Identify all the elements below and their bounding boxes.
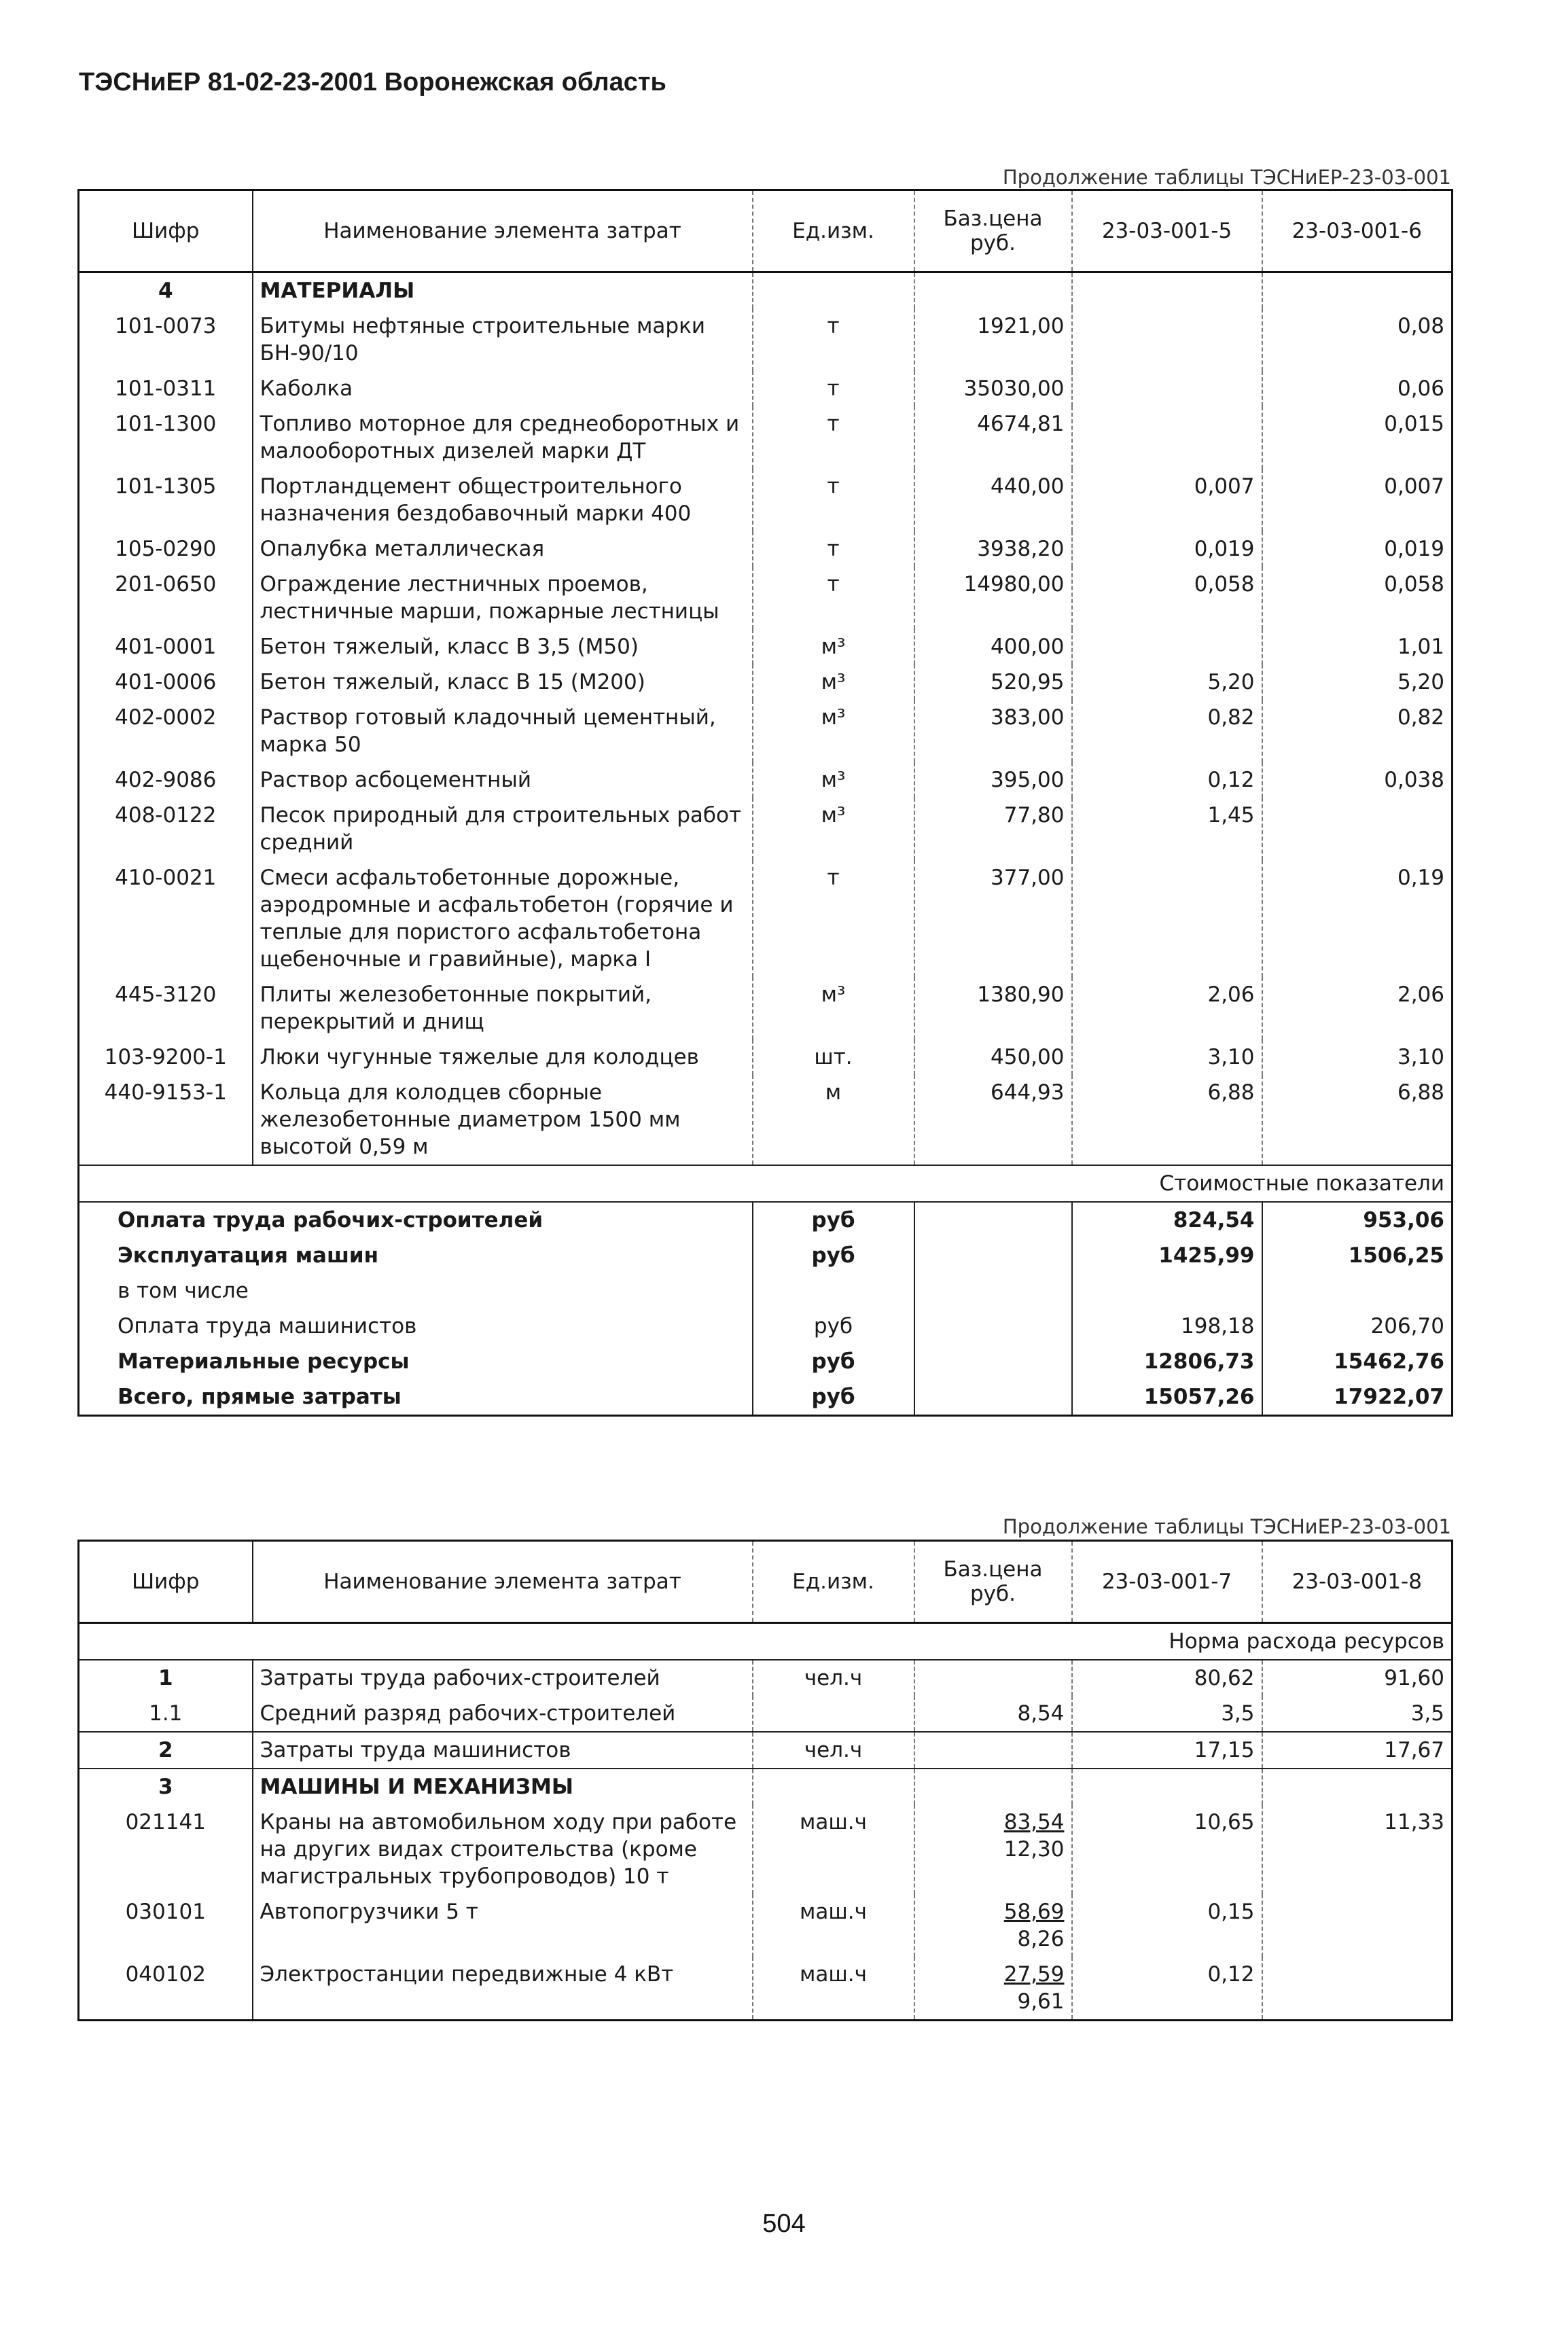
material-norm-6: 0,015 — [1262, 406, 1453, 469]
material-row — [79, 1040, 1453, 1075]
material-price: 395,00 — [914, 762, 1072, 798]
material-row — [79, 860, 1453, 977]
totals-unit: руб — [753, 1202, 914, 1238]
resource-norm-8 — [1262, 1894, 1453, 1957]
material-norm-5: 0,12 — [1072, 762, 1262, 798]
material-norm-6: 5,20 — [1262, 664, 1453, 700]
material-norm-5: 0,82 — [1072, 700, 1262, 762]
material-norm-6: 0,08 — [1262, 308, 1453, 371]
material-row — [79, 700, 1453, 762]
resource-name: Затраты труда рабочих-строителей — [253, 1660, 753, 1696]
material-name: Каболка — [253, 371, 753, 406]
totals-value-5: 15057,26 — [1072, 1379, 1262, 1416]
material-name: Люки чугунные тяжелые для колодцев — [253, 1040, 753, 1075]
material-norm-6: 0,007 — [1262, 469, 1453, 531]
totals-empty — [914, 1379, 1072, 1416]
material-price: 1921,00 — [914, 308, 1072, 371]
totals-label: Эксплуатация машин — [79, 1238, 753, 1273]
resource-name: Электростанции передвижные 4 кВт — [253, 1957, 753, 2021]
totals-unit: руб — [753, 1379, 914, 1416]
material-code: 410-0021 — [79, 860, 253, 977]
material-row — [79, 798, 1453, 860]
totals-label: в том числе — [79, 1273, 753, 1309]
material-price: 383,00 — [914, 700, 1072, 762]
material-unit: т — [753, 531, 914, 567]
resource-norm-8: 91,60 — [1262, 1660, 1453, 1696]
material-code: 101-1300 — [79, 406, 253, 469]
material-unit: м³ — [753, 629, 914, 664]
resource-norm-7: 80,62 — [1072, 1660, 1262, 1696]
table2-header-row — [79, 1541, 1453, 1623]
material-unit: т — [753, 371, 914, 406]
material-norm-6: 0,06 — [1262, 371, 1453, 406]
material-code: 201-0650 — [79, 567, 253, 629]
resources-table — [77, 1540, 1453, 2021]
material-name: Плиты железобетонные покрытий, перекрытий и днищ — [253, 977, 753, 1040]
resource-price-operator: 9,61 — [1017, 1989, 1065, 2014]
totals-value-5: 12806,73 — [1072, 1344, 1262, 1379]
material-norm-6: 0,019 — [1262, 531, 1453, 567]
material-price: 400,00 — [914, 629, 1072, 664]
resource-unit: маш.ч — [753, 1805, 914, 1894]
material-price: 644,93 — [914, 1075, 1072, 1165]
material-price: 377,00 — [914, 860, 1072, 977]
material-row — [79, 762, 1453, 798]
material-price: 77,80 — [914, 798, 1072, 860]
material-code: 440-9153-1 — [79, 1075, 253, 1165]
col-header-price: Баз.цена руб. — [914, 1541, 1072, 1623]
resource-row — [79, 1696, 1453, 1732]
resource-name: Средний разряд рабочих-строителей — [253, 1696, 753, 1732]
materials-table — [77, 189, 1453, 1417]
material-unit: м³ — [753, 700, 914, 762]
totals-unit: руб — [753, 1309, 914, 1344]
material-code: 401-0001 — [79, 629, 253, 664]
totals-value-6: 206,70 — [1262, 1309, 1453, 1344]
resource-norm-7: 0,15 — [1072, 1894, 1262, 1957]
resource-norm-7: 0,12 — [1072, 1957, 1262, 2021]
totals-row — [79, 1202, 1453, 1238]
resource-row — [79, 1957, 1453, 2021]
material-norm-5: 0,007 — [1072, 469, 1262, 531]
resource-norm-7: 3,5 — [1072, 1696, 1262, 1732]
material-code: 101-0073 — [79, 308, 253, 371]
material-norm-5: 2,06 — [1072, 977, 1262, 1040]
material-norm-6: 2,06 — [1262, 977, 1453, 1040]
material-norm-5 — [1072, 860, 1262, 977]
totals-unit — [753, 1273, 914, 1309]
col-header-name: Наименование элемента затрат — [253, 190, 753, 272]
material-norm-5: 0,058 — [1072, 567, 1262, 629]
material-norm-6: 0,82 — [1262, 700, 1453, 762]
col-header-unit: Ед.изм. — [753, 1541, 914, 1623]
totals-row — [79, 1379, 1453, 1416]
material-unit: т — [753, 860, 914, 977]
col-header-norm-5: 23-03-001-5 — [1072, 190, 1262, 272]
resource-unit: маш.ч — [753, 1894, 914, 1957]
material-code: 101-0311 — [79, 371, 253, 406]
material-row — [79, 664, 1453, 700]
resource-unit: чел.ч — [753, 1732, 914, 1769]
totals-empty — [914, 1309, 1072, 1344]
resource-norm-8: 11,33 — [1262, 1805, 1453, 1894]
resource-row — [79, 1894, 1453, 1957]
resource-price-operator: 8,26 — [1017, 1927, 1065, 1951]
material-unit: м³ — [753, 798, 914, 860]
material-name: Раствор асбоцементный — [253, 762, 753, 798]
totals-value-6: 17922,07 — [1262, 1379, 1453, 1416]
material-code: 103-9200-1 — [79, 1040, 253, 1075]
material-name: Смеси асфальтобетонные дорожные, аэродромные и асфальтобетон (горячие и теплые для пористого асфальтобетона щебеночные и гравийные), марка I — [253, 860, 753, 977]
table1-header-row — [79, 190, 1453, 272]
col-header-name: Наименование элемента затрат — [253, 1541, 753, 1623]
resource-name: Затраты труда машинистов — [253, 1732, 753, 1769]
resource-unit — [753, 1769, 914, 1805]
resource-code: 030101 — [79, 1894, 253, 1957]
resource-code: 1 — [79, 1660, 253, 1696]
resource-code: 1.1 — [79, 1696, 253, 1732]
material-norm-5: 3,10 — [1072, 1040, 1262, 1075]
material-unit: м³ — [753, 977, 914, 1040]
resource-norm-7: 17,15 — [1072, 1732, 1262, 1769]
col-header-norm-6: 23-03-001-6 — [1262, 190, 1453, 272]
material-norm-5: 1,45 — [1072, 798, 1262, 860]
material-code: 445-3120 — [79, 977, 253, 1040]
resource-row — [79, 1769, 1453, 1805]
material-norm-5: 6,88 — [1072, 1075, 1262, 1165]
totals-label: Оплата труда машинистов — [79, 1309, 753, 1344]
totals-empty — [914, 1202, 1072, 1238]
material-unit: м³ — [753, 664, 914, 700]
material-name: Бетон тяжелый, класс В 15 (М200) — [253, 664, 753, 700]
resource-price — [914, 1894, 1072, 1957]
section-row-materials — [79, 272, 1453, 309]
material-unit: т — [753, 308, 914, 371]
resource-norm-8 — [1262, 1769, 1453, 1805]
material-row — [79, 567, 1453, 629]
material-unit: т — [753, 469, 914, 531]
cost-label: Стоимостные показатели — [79, 1165, 1453, 1202]
material-row — [79, 629, 1453, 664]
material-price: 450,00 — [914, 1040, 1072, 1075]
material-norm-5 — [1072, 371, 1262, 406]
resource-unit: маш.ч — [753, 1957, 914, 2021]
totals-value-5: 198,18 — [1072, 1309, 1262, 1344]
material-name: Бетон тяжелый, класс В 3,5 (М50) — [253, 629, 753, 664]
resource-code: 3 — [79, 1769, 253, 1805]
material-code: 401-0006 — [79, 664, 253, 700]
resource-unit: чел.ч — [753, 1660, 914, 1696]
section-code: 4 — [79, 272, 253, 309]
totals-label: Всего, прямые затраты — [79, 1379, 753, 1416]
material-name: Портландцемент общестроительного назначения бездобавочный марки 400 — [253, 469, 753, 531]
totals-value-5 — [1072, 1273, 1262, 1309]
material-norm-5 — [1072, 406, 1262, 469]
resource-price — [914, 1732, 1072, 1769]
totals-empty — [914, 1273, 1072, 1309]
material-name: Раствор готовый кладочный цементный, марка 50 — [253, 700, 753, 762]
material-name: Песок природный для строительных работ средний — [253, 798, 753, 860]
resource-row — [79, 1660, 1453, 1696]
totals-value-6 — [1262, 1273, 1453, 1309]
material-price: 14980,00 — [914, 567, 1072, 629]
material-code: 402-0002 — [79, 700, 253, 762]
resource-norm-8: 3,5 — [1262, 1696, 1453, 1732]
material-code: 105-0290 — [79, 531, 253, 567]
resource-name: МАШИНЫ И МЕХАНИЗМЫ — [253, 1769, 753, 1805]
totals-label: Оплата труда рабочих-строителей — [79, 1202, 753, 1238]
material-row — [79, 406, 1453, 469]
totals-empty — [914, 1344, 1072, 1379]
material-norm-5 — [1072, 629, 1262, 664]
totals-value-5: 1425,99 — [1072, 1238, 1262, 1273]
material-price: 3938,20 — [914, 531, 1072, 567]
material-unit: шт. — [753, 1040, 914, 1075]
material-code: 402-9086 — [79, 762, 253, 798]
material-norm-6: 0,058 — [1262, 567, 1453, 629]
resource-price-main: 27,59 — [1003, 1962, 1065, 1987]
resource-code: 021141 — [79, 1805, 253, 1894]
material-name: Битумы нефтяные строительные марки БН-90/10 — [253, 308, 753, 371]
material-unit: м³ — [753, 762, 914, 798]
material-price: 1380,90 — [914, 977, 1072, 1040]
resource-norm-8: 17,67 — [1262, 1732, 1453, 1769]
material-code: 408-0122 — [79, 798, 253, 860]
page-number: 504 — [762, 2209, 806, 2238]
totals-empty — [914, 1238, 1072, 1273]
material-row — [79, 531, 1453, 567]
material-norm-6: 1,01 — [1262, 629, 1453, 664]
norm-label-row — [79, 1623, 1453, 1661]
material-norm-5: 0,019 — [1072, 531, 1262, 567]
material-row — [79, 371, 1453, 406]
resource-price — [914, 1805, 1072, 1894]
page-header-title: ТЭСНиЕР 81-02-23-2001 Воронежская область — [79, 68, 666, 96]
resource-unit — [753, 1696, 914, 1732]
table1-caption: Продолжение таблицы ТЭСНиЕР-23-03-001 — [1002, 166, 1451, 189]
material-price: 35030,00 — [914, 371, 1072, 406]
resource-name: Краны на автомобильном ходу при работе на других видах строительства (кроме магистральных трубопроводов) 10 т — [253, 1805, 753, 1894]
totals-row — [79, 1344, 1453, 1379]
col-header-code: Шифр — [79, 190, 253, 272]
resource-price — [914, 1660, 1072, 1696]
totals-row — [79, 1273, 1453, 1309]
material-price: 520,95 — [914, 664, 1072, 700]
totals-row — [79, 1238, 1453, 1273]
resource-norm-7 — [1072, 1769, 1262, 1805]
material-code: 101-1305 — [79, 469, 253, 531]
resource-row — [79, 1732, 1453, 1769]
material-row — [79, 308, 1453, 371]
norm-label: Норма расхода ресурсов — [79, 1623, 1453, 1661]
resource-norm-8 — [1262, 1957, 1453, 2021]
col-header-price: Баз.цена руб. — [914, 190, 1072, 272]
material-row — [79, 469, 1453, 531]
material-norm-5: 5,20 — [1072, 664, 1262, 700]
resource-price — [914, 1769, 1072, 1805]
col-header-norm-7: 23-03-001-7 — [1072, 1541, 1262, 1623]
resource-price: 8,54 — [914, 1696, 1072, 1732]
material-unit: т — [753, 567, 914, 629]
col-header-unit: Ед.изм. — [753, 190, 914, 272]
resource-price — [914, 1957, 1072, 2021]
resource-name: Автопогрузчики 5 т — [253, 1894, 753, 1957]
resource-code: 2 — [79, 1732, 253, 1769]
material-name: Кольца для колодцев сборные железобетонные диаметром 1500 мм высотой 0,59 м — [253, 1075, 753, 1165]
totals-value-6: 953,06 — [1262, 1202, 1453, 1238]
material-norm-6: 6,88 — [1262, 1075, 1453, 1165]
material-norm-6: 0,19 — [1262, 860, 1453, 977]
material-price: 440,00 — [914, 469, 1072, 531]
resource-row — [79, 1805, 1453, 1894]
material-name: Топливо моторное для среднеоборотных и малооборотных дизелей марки ДТ — [253, 406, 753, 469]
material-row — [79, 1075, 1453, 1165]
material-unit: т — [753, 406, 914, 469]
material-row — [79, 977, 1453, 1040]
material-name: Опалубка металлическая — [253, 531, 753, 567]
totals-unit: руб — [753, 1344, 914, 1379]
totals-value-6: 15462,76 — [1262, 1344, 1453, 1379]
material-norm-6: 3,10 — [1262, 1040, 1453, 1075]
cost-label-row — [79, 1165, 1453, 1202]
resource-price-main: 83,54 — [1003, 1810, 1065, 1834]
col-header-norm-8: 23-03-001-8 — [1262, 1541, 1453, 1623]
material-unit: м — [753, 1075, 914, 1165]
totals-label: Материальные ресурсы — [79, 1344, 753, 1379]
resource-norm-7: 10,65 — [1072, 1805, 1262, 1894]
material-norm-5 — [1072, 308, 1262, 371]
col-header-code: Шифр — [79, 1541, 253, 1623]
totals-value-6: 1506,25 — [1262, 1238, 1453, 1273]
material-name: Ограждение лестничных проемов, лестничные марши, пожарные лестницы — [253, 567, 753, 629]
resource-price-operator: 12,30 — [1003, 1837, 1065, 1862]
section-name: МАТЕРИАЛЫ — [253, 272, 753, 309]
material-norm-6 — [1262, 798, 1453, 860]
totals-value-5: 824,54 — [1072, 1202, 1262, 1238]
totals-row — [79, 1309, 1453, 1344]
resource-price-main: 58,69 — [1003, 1900, 1065, 1924]
material-price: 4674,81 — [914, 406, 1072, 469]
resource-code: 040102 — [79, 1957, 253, 2021]
totals-unit: руб — [753, 1238, 914, 1273]
table2-caption: Продолжение таблицы ТЭСНиЕР-23-03-001 — [1002, 1515, 1451, 1538]
material-norm-6: 0,038 — [1262, 762, 1453, 798]
